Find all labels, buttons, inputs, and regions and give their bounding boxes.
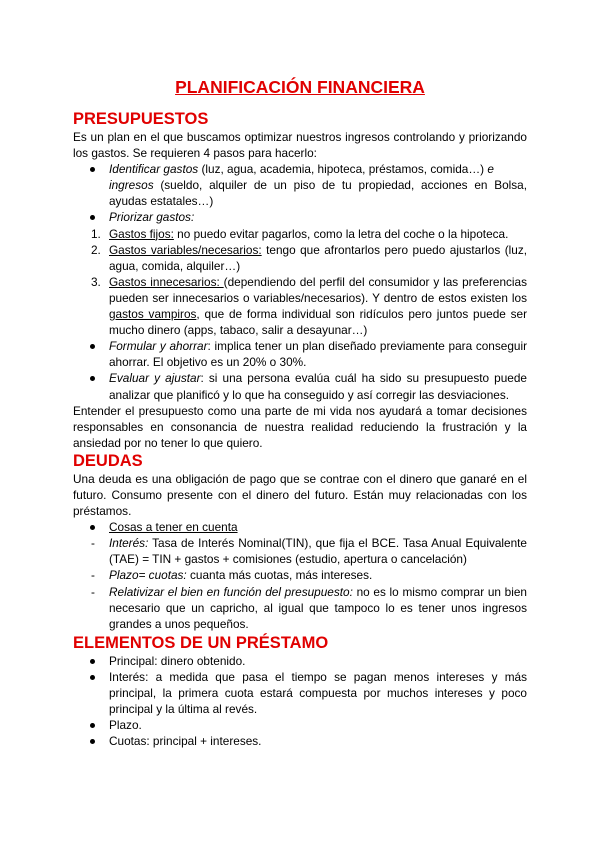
term: Gastos fijos: (109, 226, 174, 241)
deudas-intro: Una deuda es una obligación de pago que se contrae con el dinero que ganaré en el futuro. Consumo presente con el dinero del futuro. Están muy relacionadas con los préstamos. (73, 471, 527, 519)
dash-marker: - (91, 568, 95, 583)
list-item (73, 370, 527, 402)
presupuestos-closing: Entender el presupuesto como una parte de mi vida nos ayudará a tomar decisiones responsables en consonancia de nuestra realidad reduciendo la frustración y la ansiedad por no tener lo que quiero. (73, 403, 527, 450)
list-number: 2. (91, 242, 101, 257)
dash-marker: - (91, 536, 95, 551)
list-item: Plazo. (73, 717, 527, 733)
list-item (73, 519, 527, 535)
dash-marker: - (91, 584, 95, 599)
list-item (73, 209, 527, 225)
deudas-list (73, 519, 527, 535)
list-number: 1. (91, 226, 101, 241)
gastos-list (73, 226, 527, 339)
term: Formular y ahorrar (109, 339, 208, 354)
list-item (73, 226, 527, 242)
presupuestos-intro: Es un plan en el que buscamos optimizar nuestros ingresos controlando y priorizando los gastos. Se requieren 4 pasos para hacerlo: (73, 130, 527, 161)
term: ingresos (109, 178, 154, 193)
text: tengo que afrontarlos pero puedo ajustarlos (luz, agua, comida, alquiler…) (109, 242, 527, 273)
term: Cosas a tener en cuenta (109, 520, 238, 535)
list-item (73, 242, 527, 274)
term: Gastos variables/necesarios: (109, 242, 262, 257)
list-item (73, 161, 527, 209)
list-item: Principal: dinero obtenido. (73, 653, 527, 669)
list-item (73, 535, 527, 567)
term: Evaluar y ajustar (109, 371, 201, 386)
text: (dependiendo del perfil del consumidor y las preferencias pueden ser innecesarios o variables/necesarios). Y dentro de estos existen los (109, 274, 528, 305)
document-body (73, 77, 527, 749)
text: , que de forma individual son ridículos pero juntos puede ser mucho dinero (apps, tabaco, salir a desayunar…) (109, 307, 527, 338)
text: (sueldo, alquiler de un piso de tu propiedad, acciones en Bolsa, ayudas estatales…) (109, 178, 527, 209)
list-item (73, 584, 527, 632)
list-item: Interés: a medida que pasa el tiempo se pagan menos intereses y más principal, la primera cuota estará compuesta por muchos intereses y poco principal y la última al revés. (73, 669, 527, 717)
term: Plazo= cuotas: (109, 568, 187, 583)
text: no es lo mismo comprar un bien necesario que un capricho, al igual que tampoco lo es tener unos ingresos grandes a unos pequeños. (109, 584, 527, 631)
deudas-dash-list (73, 535, 527, 632)
list-item (73, 567, 527, 583)
page-title: PLANIFICACIÓN FINANCIERA (175, 77, 425, 97)
term: Relativizar el bien en función del presupuesto: (109, 584, 353, 599)
presupuestos-steps-list-2 (73, 338, 527, 402)
list-item (73, 338, 527, 370)
text: (luz, agua, academia, hipoteca, préstamos, comida…) (198, 162, 488, 177)
term: gastos vampiros (109, 307, 197, 322)
term: Priorizar gastos: (109, 210, 195, 225)
text: Tasa de Interés Nominal(TIN), que fija el BCE. Tasa Anual Equivalente (TAE) = TIN + gastos + comisiones (estudio, apertura o cancelación) (109, 536, 527, 567)
presupuestos-steps-list (73, 161, 527, 225)
term: Identificar gastos (109, 162, 199, 177)
text: no puedo evitar pagarlos, como la letra del coche o la hipoteca. (173, 226, 509, 241)
text: e (487, 162, 494, 177)
list-item (73, 274, 527, 338)
list-item: Cuotas: principal + intereses. (73, 733, 527, 749)
text: : si una persona evalúa cuál ha sido su presupuesto puede analizar que planificó y lo que ha conseguido y así corregir las desviaciones. (109, 371, 527, 402)
term: Gastos innecesarios: (109, 274, 224, 289)
text: : implica tener un plan diseñado previamente para conseguir ahorrar. El objetivo es un 20% o 30%. (109, 339, 527, 370)
list-number: 3. (91, 274, 101, 289)
section-heading-prestamo: ELEMENTOS DE UN PRÉSTAMO (73, 633, 329, 652)
term: Interés: (109, 536, 149, 551)
text: cuanta más cuotas, más intereses. (186, 568, 373, 583)
section-heading-deudas: DEUDAS (73, 451, 143, 470)
section-heading-presupuestos: PRESUPUESTOS (73, 110, 209, 128)
prestamo-list (73, 653, 527, 750)
